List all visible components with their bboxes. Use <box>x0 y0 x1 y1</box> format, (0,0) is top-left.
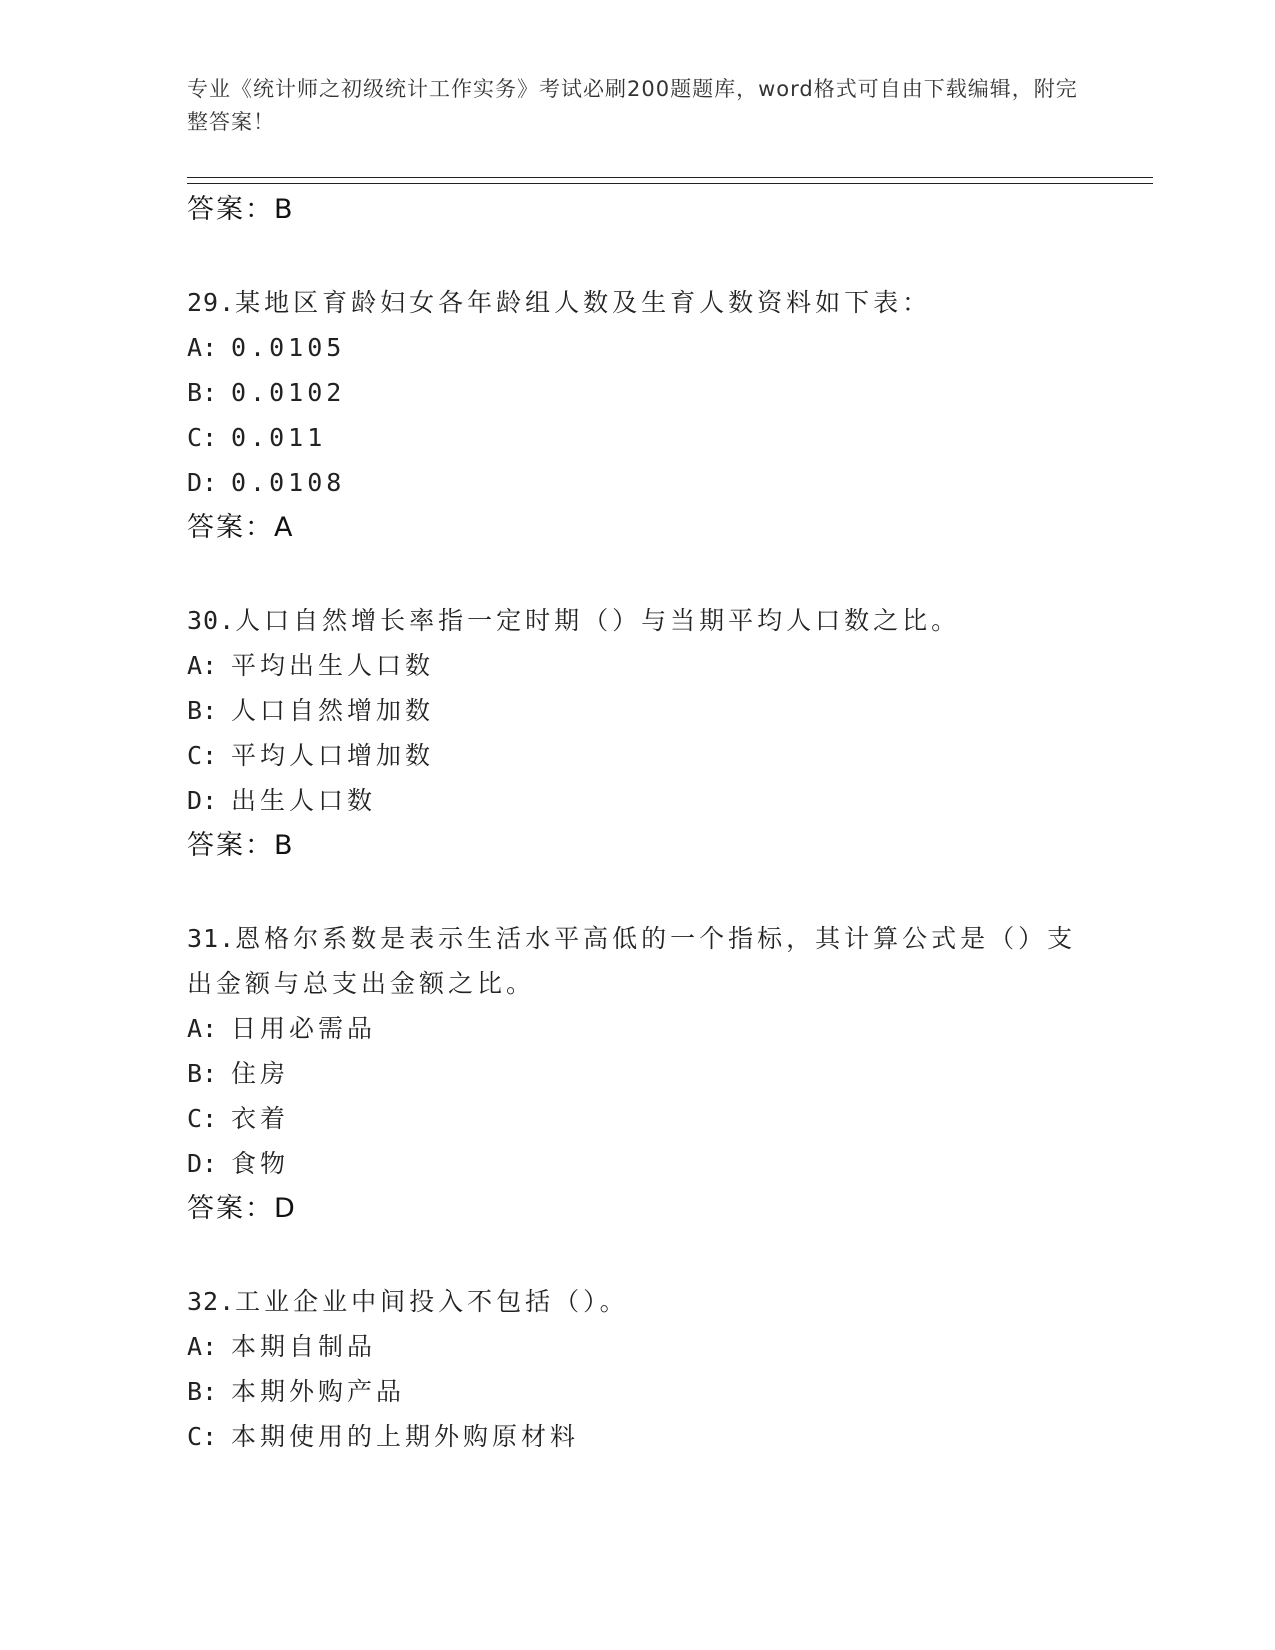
option-key: A: <box>187 651 218 680</box>
option-text: 人口自然增加数 <box>231 696 435 725</box>
option-c <box>187 1096 1087 1141</box>
option-a <box>187 325 1087 370</box>
option-d <box>187 778 1087 823</box>
option-text: 本期使用的上期外购原材料 <box>231 1422 580 1451</box>
option-text: 住房 <box>231 1059 290 1088</box>
answer-28: 答案：B <box>187 194 295 225</box>
question-32 <box>187 1279 1087 1459</box>
question-text: 人口自然增长率指一定时期（）与当期平均人口数之比。 <box>235 606 961 635</box>
question-29 <box>187 280 1087 550</box>
option-text: 0.011 <box>231 423 327 452</box>
option-text: 0.0108 <box>231 468 346 497</box>
option-text: 0.0105 <box>231 333 346 362</box>
option-key: A: <box>187 333 218 362</box>
question-number: 30. <box>187 606 236 635</box>
option-c <box>187 415 1087 460</box>
question-text: 工业企业中间投入不包括（）。 <box>235 1287 629 1316</box>
question-number: 32. <box>187 1287 236 1316</box>
option-b <box>187 688 1087 733</box>
option-text: 平均出生人口数 <box>231 651 435 680</box>
answer-30: 答案：B <box>187 830 295 861</box>
document-header: 专业《统计师之初级统计工作实务》考试必刷200题题库，word格式可自由下载编辑，附完整答案！ <box>187 77 1078 134</box>
answer-31: 答案：D <box>187 1193 297 1224</box>
option-key: C: <box>187 1104 218 1133</box>
option-key: C: <box>187 1422 218 1451</box>
option-d <box>187 1141 1087 1186</box>
option-text: 本期外购产品 <box>231 1377 406 1406</box>
option-a <box>187 1006 1087 1051</box>
question-list <box>187 280 1087 1507</box>
option-text: 日用必需品 <box>231 1014 377 1043</box>
question-stem <box>187 916 1087 1006</box>
header-divider <box>187 177 1153 184</box>
option-key: C: <box>187 423 218 452</box>
question-stem <box>187 598 1087 643</box>
option-key: D: <box>187 786 218 815</box>
option-b <box>187 1051 1087 1096</box>
option-text: 衣着 <box>231 1104 290 1133</box>
question-31 <box>187 916 1087 1231</box>
question-number: 31. <box>187 924 236 953</box>
option-key: B: <box>187 1377 218 1406</box>
option-c <box>187 733 1087 778</box>
option-key: A: <box>187 1014 218 1043</box>
option-text: 平均人口增加数 <box>231 741 435 770</box>
question-stem <box>187 1279 1087 1324</box>
answer-29: 答案：A <box>187 512 295 543</box>
question-30 <box>187 598 1087 868</box>
option-key: B: <box>187 1059 218 1088</box>
option-key: C: <box>187 741 218 770</box>
option-key: D: <box>187 468 218 497</box>
question-text: 某地区育龄妇女各年龄组人数及生育人数资料如下表： <box>235 288 932 317</box>
option-d <box>187 460 1087 505</box>
option-key: D: <box>187 1149 218 1178</box>
option-key: B: <box>187 378 218 407</box>
option-text: 食物 <box>231 1149 290 1178</box>
option-key: A: <box>187 1332 218 1361</box>
option-a <box>187 643 1087 688</box>
option-text: 本期自制品 <box>231 1332 377 1361</box>
option-b <box>187 1369 1087 1414</box>
option-text: 0.0102 <box>231 378 346 407</box>
option-a <box>187 1324 1087 1369</box>
question-text: 恩格尔系数是表示生活水平高低的一个指标，其计算公式是（）支出金额与总支出金额之比。 <box>187 924 1077 998</box>
option-b <box>187 370 1087 415</box>
option-text: 出生人口数 <box>231 786 377 815</box>
question-number: 29. <box>187 288 236 317</box>
option-key: B: <box>187 696 218 725</box>
question-stem <box>187 280 1087 325</box>
option-c <box>187 1414 1087 1459</box>
